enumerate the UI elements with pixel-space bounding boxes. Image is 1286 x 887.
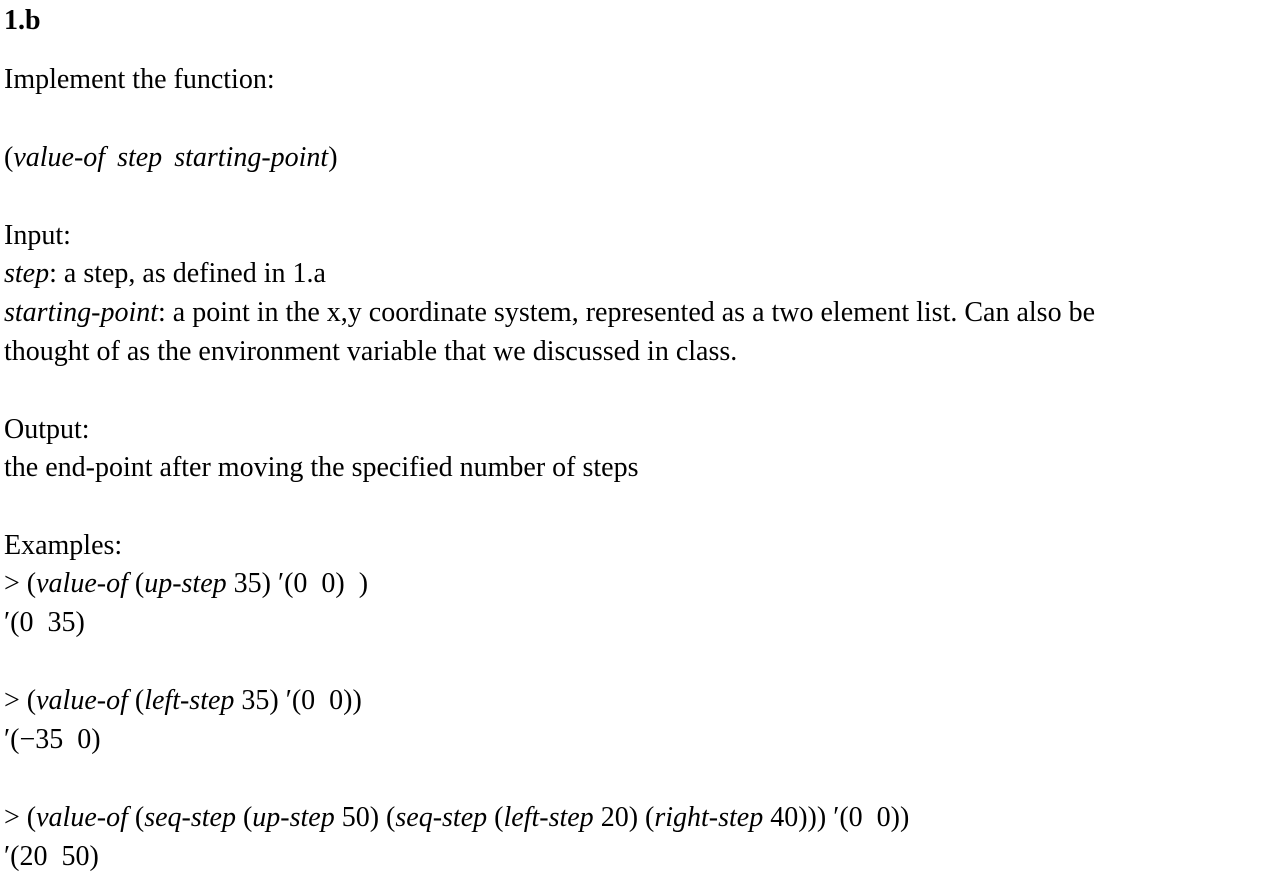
example-1-rest: 35) ′(0 0) ): [226, 568, 369, 599]
input-param-starting-point-cont: thought of as the environment variable that we discussed in class.: [4, 336, 738, 367]
example-3-fn: value-of: [36, 802, 128, 833]
examples-label: Examples:: [4, 530, 123, 561]
example-3-p1: (: [127, 802, 145, 833]
example-3-right: right-step: [654, 802, 764, 833]
example-1-p1: (: [127, 568, 145, 599]
param-starting-point-desc: : a point in the x,y coordinate system, represented as a two element list. Can also be: [158, 297, 1095, 328]
input-param-step: [4, 257, 326, 291]
signature-open: (: [4, 142, 14, 173]
param-step-desc: : a step, as defined in 1.a: [49, 258, 326, 289]
example-2-result: ′(−35 0): [4, 724, 101, 755]
example-1-fn: value-of: [36, 568, 128, 599]
function-signature: [4, 141, 338, 175]
example-3-prompt: > (: [4, 802, 37, 833]
example-3-p3: 50) (: [334, 802, 396, 833]
example-3-p4: (: [487, 802, 504, 833]
example-3-seq1: seq-step: [144, 802, 236, 833]
intro-text: Implement the function:: [4, 64, 275, 95]
input-param-starting-point: [4, 296, 1095, 330]
section-heading: 1.b: [4, 5, 41, 36]
example-3-p5: 20) (: [593, 802, 655, 833]
example-2-prompt: > (: [4, 685, 37, 716]
example-3-expression: [4, 801, 909, 835]
example-3-p2: (: [235, 802, 253, 833]
example-2-rest: 35) ′(0 0)): [234, 685, 362, 716]
example-1-result: ′(0 35): [4, 607, 85, 638]
example-1-inner: up-step: [144, 568, 227, 599]
example-2-expression: [4, 684, 362, 718]
signature-close: ): [328, 142, 338, 173]
param-step-name: step: [4, 258, 50, 289]
example-3-p6: 40))) ′(0 0)): [763, 802, 910, 833]
input-label: Input:: [4, 220, 71, 251]
example-3-seq2: seq-step: [395, 802, 488, 833]
example-3-result: ′(20 50): [4, 841, 99, 872]
example-1-prompt: > (: [4, 568, 37, 599]
example-1-expression: [4, 567, 368, 601]
param-starting-point-name: starting-point: [4, 297, 159, 328]
output-label: Output:: [4, 414, 90, 445]
output-desc: the end-point after moving the specified number of steps: [4, 452, 639, 483]
example-2-p1: (: [127, 685, 145, 716]
example-2-inner: left-step: [144, 685, 235, 716]
example-3-left: left-step: [503, 802, 594, 833]
signature-function-name: value-of: [13, 142, 106, 173]
signature-arg-step: step: [117, 142, 163, 173]
signature-arg-starting-point: starting-point: [174, 142, 329, 173]
example-2-fn: value-of: [36, 685, 128, 716]
example-3-up: up-step: [252, 802, 335, 833]
